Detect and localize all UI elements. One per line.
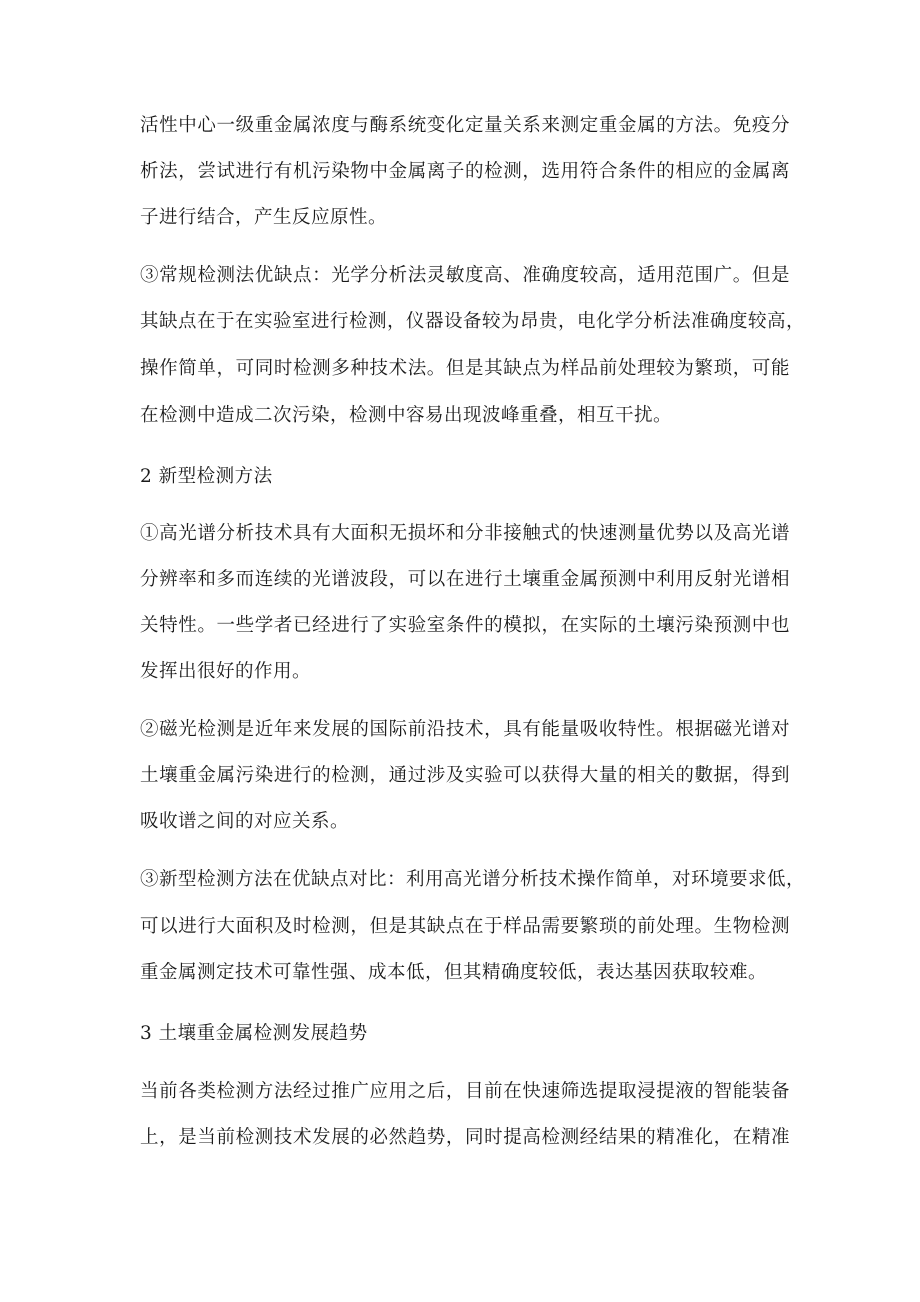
- paragraph-line: 关特性。一些学者已经进行了实验室条件的模拟，在实际的土壤污染预测中也: [140, 615, 790, 636]
- paragraph-line: ①高光谱分析技术具有大面积无损坏和分非接触式的快速测量优势以及高光谱: [140, 523, 790, 544]
- paragraph-line: 分辨率和多而连续的光谱波段，可以在进行土壤重金属预测中利用反射光谱相: [140, 569, 790, 590]
- paragraph-line: ③常规检测法优缺点：光学分析法灵敏度高、准确度较高，适用范围广。但是: [140, 265, 790, 286]
- paragraph-line: 当前各类检测方法经过推广应用之后，目前在快速筛选提取浸提液的智能装备: [140, 1081, 790, 1102]
- paragraph-line: ③新型检测方法在优缺点对比：利用高光谱分析技术操作简单，对环境要求低，: [140, 869, 806, 890]
- paragraph-line: 土壤重金属污染进行的检测，通过涉及实验可以获得大量的相关的數据，得到: [140, 765, 790, 786]
- section-heading-3: 3 土壤重金属检测发展趋势: [140, 1023, 368, 1044]
- paragraph-line: ②磁光检测是近年来发展的国际前沿技术，具有能量吸收特性。根据磁光谱对: [140, 719, 790, 740]
- paragraph-line: 析法，尝试进行有机污染物中金属离子的检测，选用符合条件的相应的金属离: [140, 161, 790, 182]
- paragraph-line: 在检测中造成二次污染，检测中容易出现波峰重叠，相互干扰。: [140, 405, 673, 426]
- paragraph-line: 上，是当前检测技术发展的必然趋势，同时提高检测经结果的精准化，在精准: [140, 1127, 790, 1148]
- paragraph-line: 重金属测定技术可靠性强、成本低，但其精确度较低，表达基因获取较难。: [140, 962, 768, 983]
- paragraph-line: 可以进行大面积及时检测，但是其缺点在于样品需要繁琐的前处理。生物检测: [140, 916, 790, 937]
- paragraph-line: 吸收谱之间的对应关系。: [140, 811, 350, 832]
- paragraph-line: 发挥出很好的作用。: [140, 661, 312, 682]
- paragraph-line: 其缺点在于在实验室进行检测，仪器设备较为昂贵，电化学分析法准确度较高，: [140, 311, 806, 332]
- paragraph-line: 活性中心一级重金属浓度与酶系统变化定量关系来测定重金属的方法。免疫分: [140, 115, 790, 136]
- section-heading-2: 2 新型检测方法: [140, 466, 273, 487]
- paragraph-line: 子进行结合，产生反应原性。: [140, 207, 388, 228]
- paragraph-line: 操作简单，可同时检测多种技术法。但是其缺点为样品前处理较为繁琐，可能: [140, 358, 790, 379]
